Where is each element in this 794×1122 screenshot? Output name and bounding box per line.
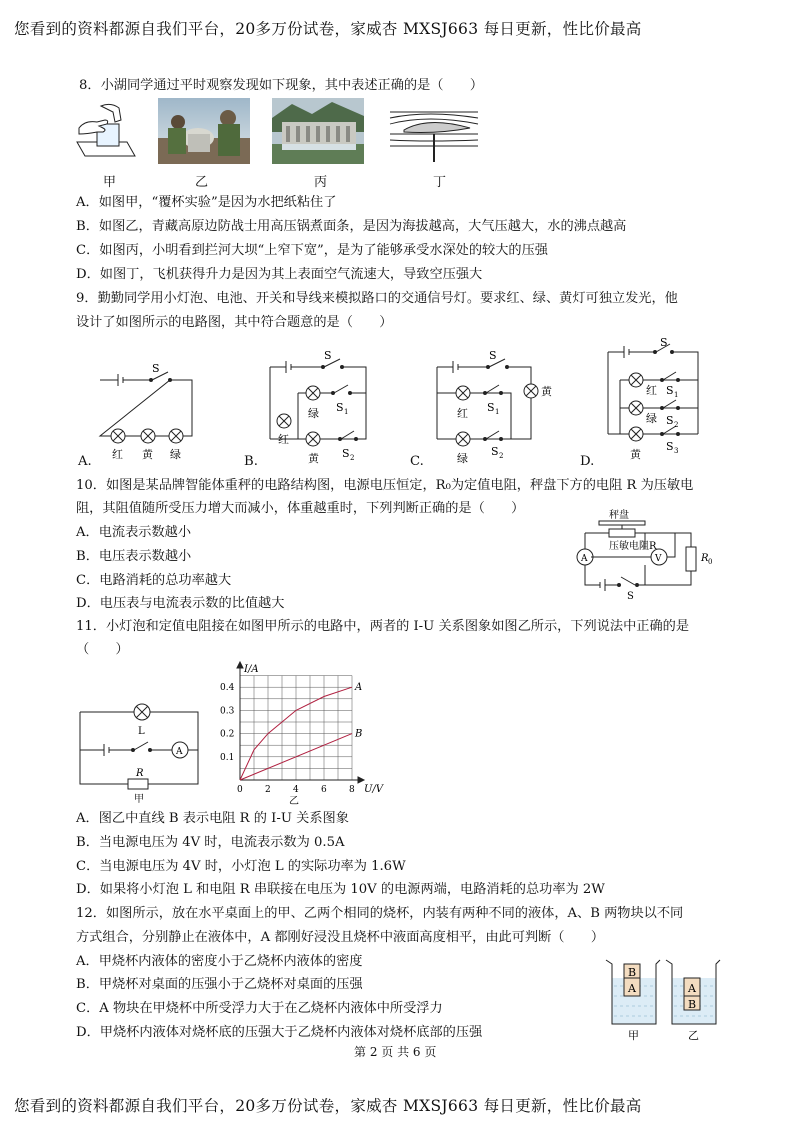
q11-label-lamp: L xyxy=(138,726,145,737)
q10-option-c: C．电路消耗的总功率越大 xyxy=(76,573,232,588)
q10-option-a: A．电流表示数越小 xyxy=(76,525,192,540)
q11-stem-line1: 11．小灯泡和定值电阻接在如图甲所示的电路中，两者的 I-U 关系图象如图乙所示，下列说法中正确的是 xyxy=(76,619,690,634)
q9d-label-s: S xyxy=(660,336,668,349)
q9d-label-s1: S xyxy=(666,384,674,397)
q12-beaker1-label-a: A xyxy=(628,982,636,995)
q10-stem-line1: 10．如图是某品牌智能体重秤的电路结构图，电源电压恒定，R₀为定值电阻，秤盘下方的电阻 R 为压敏电 xyxy=(76,478,694,493)
q10-circuit xyxy=(565,505,725,601)
q9a-label-yellow: 黄 xyxy=(142,448,153,461)
q9-option-a-letter: A. xyxy=(78,454,92,469)
q10-label-sensor: 压敏电阻R xyxy=(609,541,657,552)
q12-beaker2-label-a: A xyxy=(688,982,696,995)
q10-label-ammeter: A xyxy=(581,554,588,564)
q9c-label-yellow: 黄 xyxy=(541,385,552,398)
q8-stem: 8．小湖同学通过平时观察发现如下现象，其中表述正确的是（ ） xyxy=(79,78,484,93)
q8-option-d: D．如图丁，飞机获得升力是因为其上表面空气流速大，导致空压强大 xyxy=(76,267,483,282)
q10-stem-line2: 阻，其阻值随所受压力增大而减小，体重越重时，下列判断正确的是（ ） xyxy=(76,501,525,516)
q9d-label-s2-sub: 2 xyxy=(674,421,679,429)
q12-beaker1-label-b: B xyxy=(628,966,637,979)
q8-caption-ding: 丁 xyxy=(433,175,447,190)
q9c-label-s: S xyxy=(489,349,497,362)
q11-label-ammeter: A xyxy=(176,747,183,757)
q12-beaker2-label-b: B xyxy=(688,998,697,1011)
q9b-label-s2-sub: 2 xyxy=(350,454,355,462)
q12-option-d: D．甲烧杯内液体对烧杯底的压强大于乙烧杯内液体对烧杯底部的压强 xyxy=(76,1025,483,1040)
q12-option-c: C．A 物块在甲烧杯中所受浮力大于在乙烧杯内液体中所受浮力 xyxy=(76,1001,443,1016)
q11-graph-xlabel: U/V xyxy=(364,784,384,795)
q8-caption-bing: 丙 xyxy=(314,175,328,190)
q12-option-b: B．甲烧杯对桌面的压强小于乙烧杯对桌面的压强 xyxy=(76,977,363,992)
q9b-label-s1-sub: 1 xyxy=(344,408,349,416)
bottom-banner: 您看到的资料都源自我们平台，20多万份试卷，家威杏 MXSJ663 每日更新，性比价最高 xyxy=(14,1097,642,1115)
q9c-label-s2-sub: 2 xyxy=(499,452,504,460)
q8-caption-jia: 甲 xyxy=(103,175,117,190)
q8-photo-bing xyxy=(272,98,364,164)
q11-option-b: B．当电源电压为 4V 时，电流表示数为 0.5A xyxy=(76,835,345,850)
q12-caption-yi: 乙 xyxy=(688,1029,699,1042)
q9d-label-s3-sub: 3 xyxy=(674,447,679,455)
q8-figure-ding xyxy=(388,104,480,164)
q9-circuit-d xyxy=(598,334,708,466)
q9-stem-line1: 9．勤勤同学用小灯泡、电池、开关和导线来模拟路口的交通信号灯。要求红、绿、黄灯可独立发光，他 xyxy=(76,291,678,306)
q9b-label-s2: S xyxy=(342,447,350,460)
q11-option-c: C．当电源电压为 4V 时，小灯泡 L 的实际功率为 1.6W xyxy=(76,859,406,874)
y-tick-label: 0.2 xyxy=(220,729,235,740)
q9b-label-s1: S xyxy=(336,401,344,414)
q12-stem-line2: 方式组合，分别静止在液体中，A 都刚好浸没且烧杯中液面高度相平，由此可判断（ ） xyxy=(76,930,605,945)
q9-option-c-letter: C. xyxy=(410,454,424,469)
q11-circuit xyxy=(74,698,204,806)
q8-option-b: B．如图乙，青藏高原边防战士用高压锅煮面条，是因为海拔越高，大气压越大，水的沸点越高 xyxy=(76,219,627,234)
q11-option-a: A．图乙中直线 B 表示电阻 R 的 I-U 关系图象 xyxy=(76,811,349,826)
x-tick-label: 0 xyxy=(237,785,243,795)
page-footer: 第 2 页 共 6 页 xyxy=(354,1045,437,1059)
q11-graph-grid xyxy=(240,676,352,780)
y-tick-label: 0.3 xyxy=(220,706,235,717)
q9a-label-s: S xyxy=(152,362,160,375)
q9c-label-green: 绿 xyxy=(457,452,468,465)
q10-option-b: B．电压表示数越小 xyxy=(76,549,192,564)
q9a-label-red: 红 xyxy=(112,448,123,461)
q9b-label-red: 红 xyxy=(278,433,289,446)
q11-label-resistor: R xyxy=(136,768,144,779)
q10-option-d: D．电压表与电流表示数的比值越大 xyxy=(76,596,285,611)
q9c-label-s2: S xyxy=(491,445,499,458)
q8-option-a: A．如图甲，“覆杯实验”是因为水把纸粘住了 xyxy=(76,195,337,210)
q9b-label-s: S xyxy=(324,349,332,362)
q8-option-c: C．如图丙，小明看到拦河大坝“上窄下宽”，是为了能够承受水深处的较大的压强 xyxy=(76,243,548,258)
q8-photo-yi xyxy=(158,98,250,164)
top-banner: 您看到的资料都源自我们平台，20多万份试卷，家威杏 MXSJ663 每日更新，性比价最高 xyxy=(14,20,642,38)
q11-option-d: D．如果将小灯泡 L 和电阻 R 串联接在电压为 10V 的电源两端，电路消耗的总功率为 2W xyxy=(76,882,605,897)
q9-circuit-a xyxy=(92,362,202,466)
q11-graph-axes xyxy=(237,662,364,783)
q10-label-pan: 秤盘 xyxy=(609,510,629,521)
q9-circuit-c xyxy=(425,345,550,467)
q9d-label-s1-sub: 1 xyxy=(674,391,679,399)
q9-option-d-letter: D. xyxy=(580,454,595,469)
x-tick-label: 4 xyxy=(293,785,299,795)
q12-caption-jia: 甲 xyxy=(628,1029,639,1042)
q9b-label-yellow: 黄 xyxy=(308,452,319,465)
x-tick-label: 2 xyxy=(265,785,271,795)
q12-option-a: A．甲烧杯内液体的密度小于乙烧杯内液体的密度 xyxy=(76,954,363,969)
q8-caption-yi: 乙 xyxy=(195,175,209,190)
q9d-label-s2: S xyxy=(666,414,674,427)
series-label-B: B xyxy=(355,728,363,740)
q11-iu-graph xyxy=(218,658,388,808)
q10-label-r0: R xyxy=(701,553,709,564)
x-tick-label: 8 xyxy=(349,785,355,795)
q12-beakers xyxy=(600,956,726,1042)
q10-label-switch: S xyxy=(627,591,634,602)
y-tick-label: 0.1 xyxy=(220,752,235,763)
q9b-label-green: 绿 xyxy=(308,407,319,420)
q9c-label-s1: S xyxy=(487,401,495,414)
q9-stem-line2: 设计了如图所示的电路图，其中符合题意的是（ ） xyxy=(76,315,393,330)
q10-label-voltmeter: V xyxy=(655,554,662,564)
q9d-label-green: 绿 xyxy=(646,412,657,425)
series-label-A: A xyxy=(355,682,363,694)
q9a-label-green: 绿 xyxy=(170,448,181,461)
q11-caption-jia: 甲 xyxy=(134,794,144,805)
q12-stem-line1: 12．如图所示，放在水平桌面上的甲、乙两个相同的烧杯，内装有两种不同的液体，A、B 两物块以不同 xyxy=(76,906,684,921)
q9c-label-red: 红 xyxy=(457,407,468,420)
q11-graph-ylabel: I/A xyxy=(244,664,259,675)
q9c-label-s1-sub: 1 xyxy=(495,408,500,416)
x-tick-label: 6 xyxy=(321,785,327,795)
y-tick-label: 0.4 xyxy=(220,683,235,694)
q9-circuit-b xyxy=(260,345,375,467)
q9d-label-s3: S xyxy=(666,440,674,453)
q9d-label-red: 红 xyxy=(646,384,657,397)
q8-figure-jia xyxy=(75,98,137,164)
q9d-label-yellow: 黄 xyxy=(630,448,641,461)
q9-option-b-letter: B. xyxy=(244,454,258,469)
q10-label-r0-sub: 0 xyxy=(708,558,713,566)
q11-stem-line2: （ ） xyxy=(76,642,129,657)
q11-caption-yi: 乙 xyxy=(289,796,299,807)
